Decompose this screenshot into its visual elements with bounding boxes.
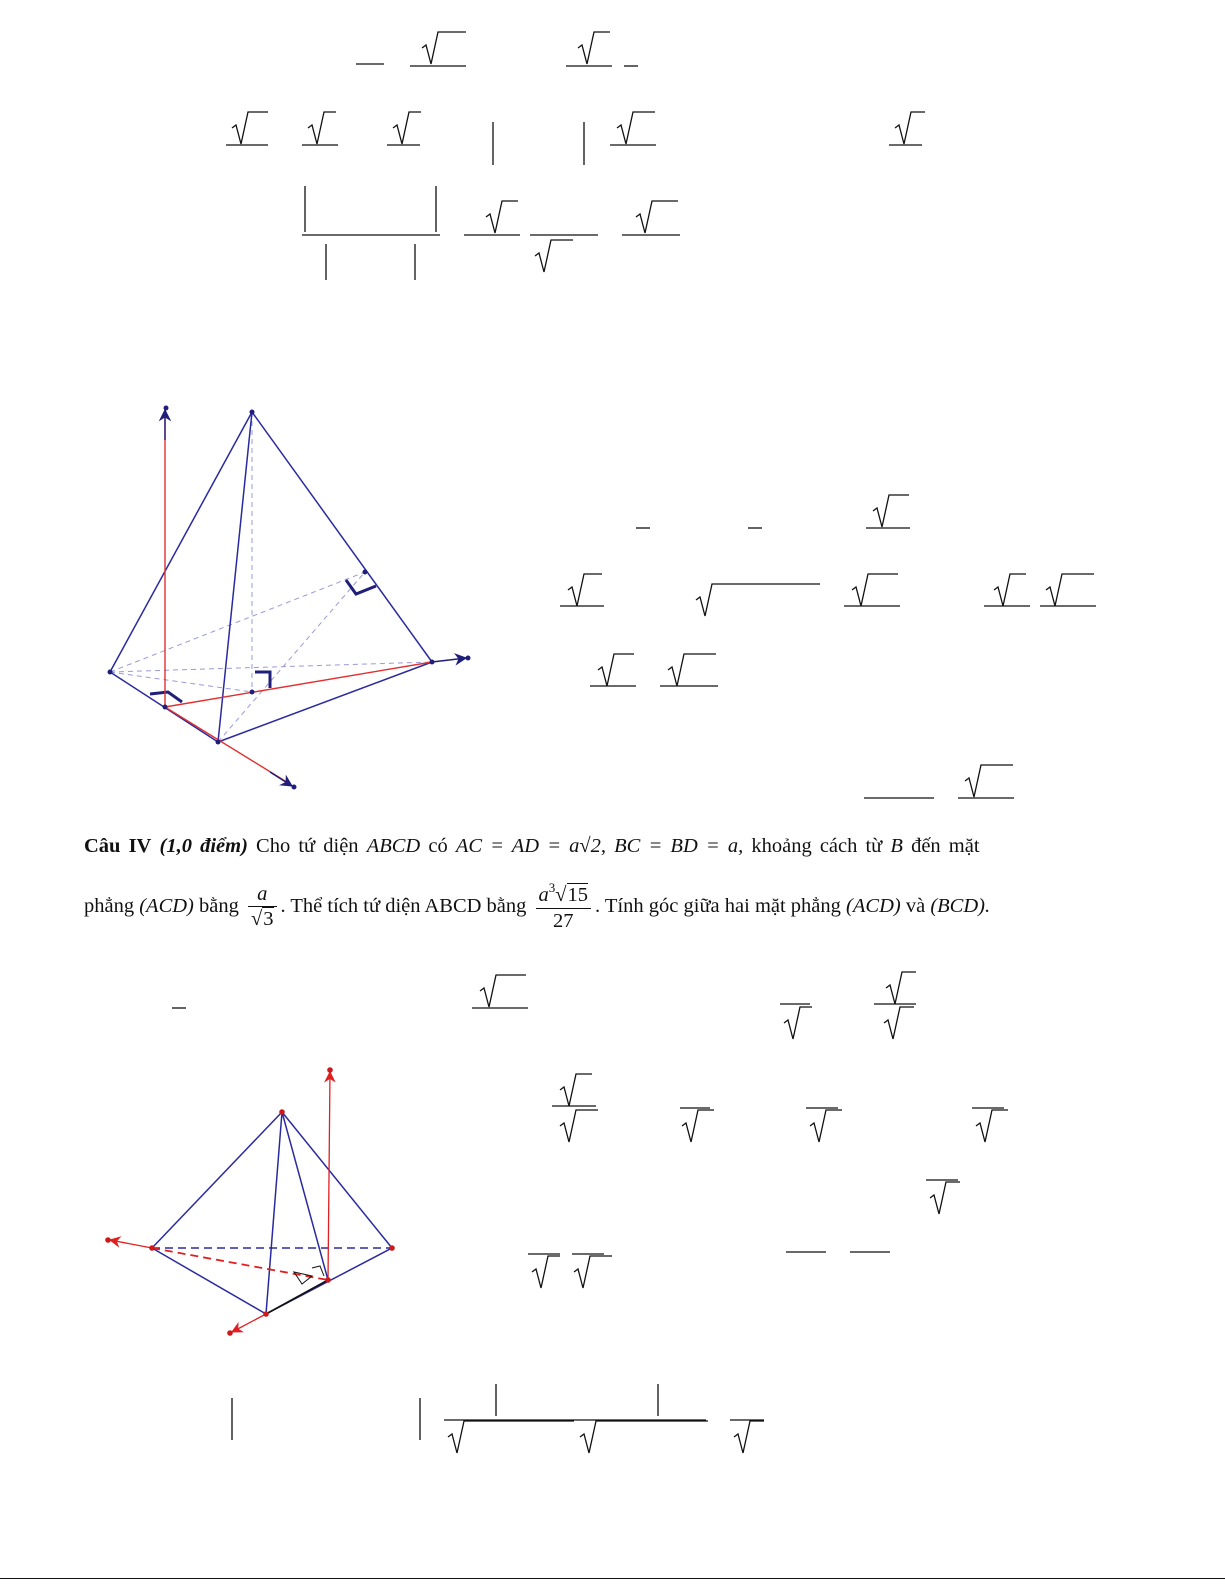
radicand-15: 15 [567,884,589,906]
tetra-name: ABCD [366,835,421,857]
word-co: có [428,835,448,857]
equation-lengths: AC = AD = a√2, BC = BD = a, [455,835,744,857]
volume-numerator: $a^3√15$ [536,880,592,909]
question-label: Câu IV [84,835,152,857]
ask-text: . Tính góc giữa hai mặt phẳng [595,894,841,917]
word-bang: bằng [199,894,239,917]
fraction-numerator: a [248,882,277,908]
axes-2 [110,1072,330,1332]
plane-word: phẳng [84,894,135,917]
to-plane-text: đến mặt [911,835,980,857]
fraction-denominator: √3 [251,908,274,931]
radicand: 3 [263,908,274,931]
var-a: a [538,884,549,906]
question-points: (1,0 điểm) [159,835,248,857]
question-intro: Cho tứ diện [256,835,359,857]
plane-acd: (ACD) [139,894,194,917]
plane-acd-2: (ACD) [846,894,901,917]
volume-text: . Thể tích tứ diện ABCD bằng [280,894,527,917]
visible-edges-2 [152,1112,392,1314]
volume-denominator: 27 [553,909,574,932]
word-va: và [905,894,926,917]
page-bottom-rule [0,1578,1225,1579]
distance-text: khoảng cách từ [751,835,883,857]
vertices-2 [105,1067,395,1336]
point-b: B [890,835,903,857]
plane-bcd: (BCD). [930,894,991,917]
segment-base [266,1280,328,1314]
exponent: 3 [548,880,556,895]
